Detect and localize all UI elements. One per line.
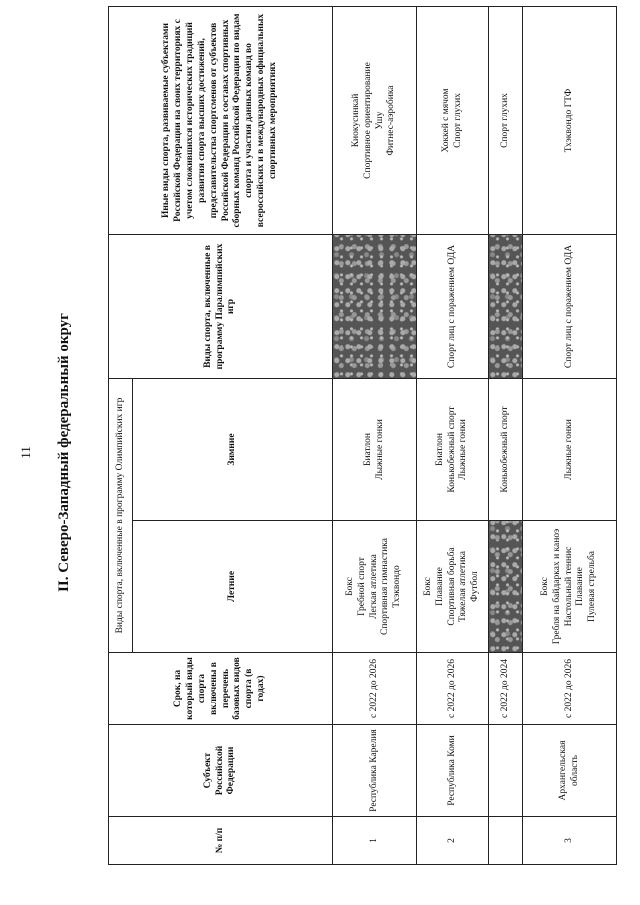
other-cell (417, 7, 489, 235)
summer-cell (417, 521, 489, 653)
table-row (417, 7, 489, 865)
summer-cell (489, 521, 523, 653)
sport-item: Бокс (422, 577, 433, 596)
sport-item: Ушу (374, 111, 385, 130)
sport-item: Лыжные гонки (458, 419, 469, 480)
sport-item: Плавание (575, 567, 586, 606)
row-term: с 2022 до 2026 (523, 653, 617, 725)
sport-item: Тяжелая атлетика (458, 551, 469, 622)
row-term: с 2022 до 2026 (333, 653, 417, 725)
sport-item: Конькобежный спорт (446, 406, 457, 493)
paralympic-cell (523, 235, 617, 379)
sport-item: Лыжные гонки (374, 419, 385, 480)
row-num: 2 (417, 817, 489, 865)
header-term: Срок, на который виды спорта включены в перечень базовых видов спорта (в годах) (109, 653, 333, 725)
row-term: с 2022 до 2024 (489, 653, 523, 725)
sport-item: Гребной спорт (356, 557, 367, 616)
header-winter: Зимние (133, 379, 333, 521)
sport-item: Плавание (434, 567, 445, 606)
sport-item: Спорт глухих (452, 93, 463, 148)
row-term: с 2022 до 2026 (417, 653, 489, 725)
row-subject (489, 725, 523, 817)
table-row (523, 7, 617, 865)
other-cell (523, 7, 617, 235)
row-num: 1 (333, 817, 417, 865)
header-paralympic: Виды спорта, включенные в программу Паралимпийских игр (109, 235, 333, 379)
sport-item: Бокс (344, 577, 355, 596)
sport-item: Тхэквондо ГТФ (563, 88, 574, 153)
row-subject: Республика Карелия (333, 725, 417, 817)
winter-cell (333, 379, 417, 521)
sport-item: Киокусинкай (350, 93, 361, 148)
table-row (489, 7, 523, 865)
sport-item: Конькобежный спорт (499, 406, 510, 493)
sport-item: Лыжные гонки (563, 419, 574, 480)
sport-item: Спортивное ориентирование (362, 62, 373, 179)
sport-item: Настольный теннис (563, 546, 574, 627)
row-subject: Архангельская область (523, 725, 617, 817)
paralympic-cell (333, 235, 417, 379)
sport-item: Спорт лиц с поражением ОДА (446, 244, 457, 369)
sport-item: Биатлон (434, 433, 445, 466)
header-subject: Субъект Российской Федерации (109, 725, 333, 817)
page-number: 11 (18, 446, 33, 459)
row-subject: Республика Коми (417, 725, 489, 817)
sport-item: Легкая атлетика (368, 554, 379, 619)
table-row (333, 7, 417, 865)
row-num (489, 817, 523, 865)
sport-item: Пулевая стрельба (587, 550, 598, 623)
sport-item: Спорт лиц с поражением ОДА (563, 244, 574, 369)
section-title: II. Северо-Западный федеральный округ (56, 313, 72, 592)
sport-item: Бокс (539, 577, 550, 596)
other-cell (489, 7, 523, 235)
row-num: 3 (523, 817, 617, 865)
header-num: № п/п (109, 817, 333, 865)
winter-cell (489, 379, 523, 521)
header-other: Иные виды спорта, развиваемые субъектами Российской Федерации на своих территориях с учетом сложившихся исторических традиций развития спорта высших достижений, представительства спортсменов от субъектов Российской Федерации в составах спортивных сборных команд Российской Федерации по видам спорта и участия данных команд во всероссийских и в международных официальных спортивных мероприятиях (109, 7, 333, 235)
header-olympic: Виды спорта, включенные в программу Олимпийских игр (109, 379, 133, 653)
other-cell (333, 7, 417, 235)
header-summer: Летние (133, 521, 333, 653)
sports-table (108, 6, 617, 865)
sport-item: Хоккей с мячом (440, 88, 451, 153)
summer-cell (333, 521, 417, 653)
winter-cell (523, 379, 617, 521)
sport-item: Спорт глухих (499, 93, 510, 148)
sport-item: Биатлон (362, 433, 373, 466)
sport-item: Тхэквондо (392, 565, 403, 608)
sport-item: Гребля на байдарках и каноэ (551, 528, 562, 645)
paralympic-cell (489, 235, 523, 379)
paralympic-cell (417, 235, 489, 379)
sport-item: Спортивная борьба (446, 547, 457, 626)
summer-cell (523, 521, 617, 653)
sport-item: Фитнес-аэробика (386, 85, 397, 156)
winter-cell (417, 379, 489, 521)
sport-item: Футбол (470, 571, 481, 602)
sport-item: Спортивная гимнастика (380, 538, 391, 635)
